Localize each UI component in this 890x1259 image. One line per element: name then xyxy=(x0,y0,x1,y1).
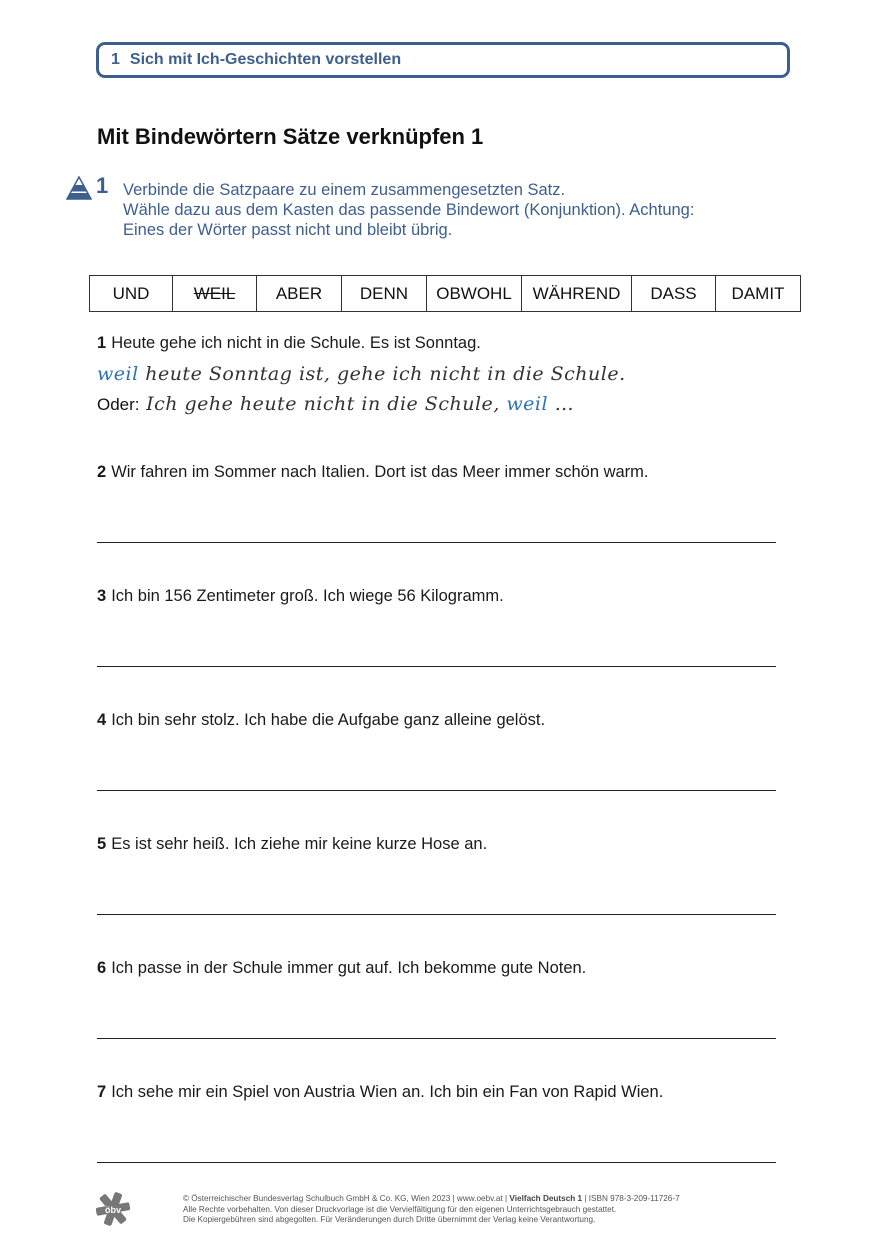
exercise-text: Es ist sehr heiß. Ich ziehe mir keine kurze Hose an. xyxy=(111,835,488,853)
answer-line[interactable] xyxy=(97,666,776,667)
word-cell: OBWOHL xyxy=(427,276,522,311)
word-cell: ABER xyxy=(257,276,342,311)
task-number: 1 xyxy=(96,173,109,198)
word-cell: DENN xyxy=(342,276,427,311)
chapter-header xyxy=(96,42,790,78)
conjunction-highlight: weil xyxy=(97,363,139,385)
exercise-text: Heute gehe ich nicht in die Schule. Es ist Sonntag. xyxy=(111,334,481,352)
answer-line[interactable] xyxy=(97,542,776,543)
word-cell-struck: WEIL xyxy=(173,276,257,311)
instruction-line: Verbinde die Satzpaare zu einem zusammengesetzten Satz. xyxy=(123,181,566,199)
word-cell: DASS xyxy=(632,276,716,311)
footer-copyright xyxy=(183,1194,803,1226)
conjunction-box xyxy=(89,275,801,312)
example-answer-2 xyxy=(97,393,574,415)
chapter-title: Sich mit Ich-Geschichten vorstellen xyxy=(129,51,402,68)
exercise-number: 1 xyxy=(97,334,107,352)
footer-line2: Alle Rechte vorbehalten. Von dieser Druckvorlage ist die Vervielfältigung für den eigenen Unterrichtsgebrauch gestattet. xyxy=(183,1204,617,1214)
exercise-prompt xyxy=(97,835,777,854)
word-cell: UND xyxy=(90,276,173,311)
exercise-prompt xyxy=(97,1083,777,1102)
exercise-number: 7 xyxy=(97,1083,107,1101)
answer-line[interactable] xyxy=(97,1038,776,1039)
answer-line[interactable] xyxy=(97,790,776,791)
exercise-prompt xyxy=(97,334,777,353)
word-cell: DAMIT xyxy=(731,283,785,303)
answer-line[interactable] xyxy=(97,914,776,915)
handwritten-text: heute Sonntag ist, gehe ich nicht in die Schule. xyxy=(145,363,626,385)
instruction-line: Eines der Wörter passt nicht und bleibt übrig. xyxy=(123,221,453,239)
handwritten-text: Ich gehe heute nicht in die Schule, xyxy=(146,393,500,415)
exercise-prompt xyxy=(97,587,777,606)
exercise-number: 3 xyxy=(97,587,107,605)
ellipsis: … xyxy=(554,393,575,415)
answer-line[interactable] xyxy=(97,1162,776,1163)
difficulty-triangle-icon xyxy=(66,176,92,200)
instruction-line: Wähle dazu aus dem Kasten das passende Bindewort (Konjunktion). Achtung: xyxy=(123,201,695,219)
exercise-text: Ich bin sehr stolz. Ich habe die Aufgabe ganz alleine gelöst. xyxy=(111,711,546,729)
exercise-text: Ich bin 156 Zentimeter groß. Ich wiege 56 Kilogramm. xyxy=(111,587,504,605)
chapter-number: 1 xyxy=(111,51,120,68)
footer-line3: Die Kopiergebühren sind abgegolten. Für Veränderungen durch Dritte übernimmt der Verlag keine Verantwortung. xyxy=(183,1215,596,1224)
task-instructions xyxy=(123,180,803,240)
exercise-prompt xyxy=(97,959,777,978)
footer-book-title: Vielfach Deutsch 1 xyxy=(509,1194,583,1203)
publisher-logo-icon xyxy=(96,1192,130,1226)
oder-label: Oder: xyxy=(97,395,140,414)
example-answer-1 xyxy=(97,363,626,385)
word-cell: WÄHREND xyxy=(522,276,632,311)
page-title: Mit Bindewörtern Sätze verknüpfen 1 xyxy=(97,124,484,149)
footer-line1-a: © Österreichischer Bundesverlag Schulbuch GmbH & Co. KG, Wien 2023 | www.oebv.at | xyxy=(183,1194,508,1203)
conjunction-highlight: weil xyxy=(506,393,549,415)
exercise-prompt xyxy=(97,711,777,730)
exercise-number: 6 xyxy=(97,959,107,977)
exercise-text: Ich passe in der Schule immer gut auf. Ich bekomme gute Noten. xyxy=(111,959,587,977)
footer-isbn: | ISBN 978-3-209-11726-7 xyxy=(584,1194,680,1203)
exercise-prompt xyxy=(97,463,777,482)
exercise-number: 5 xyxy=(97,835,107,853)
exercise-number: 2 xyxy=(97,463,107,481)
exercise-text: Ich sehe mir ein Spiel von Austria Wien an. Ich bin ein Fan von Rapid Wien. xyxy=(111,1083,664,1101)
exercise-text: Wir fahren im Sommer nach Italien. Dort ist das Meer immer schön warm. xyxy=(111,463,649,481)
exercise-number: 4 xyxy=(97,711,107,729)
logo-text: öbv xyxy=(104,1205,122,1215)
